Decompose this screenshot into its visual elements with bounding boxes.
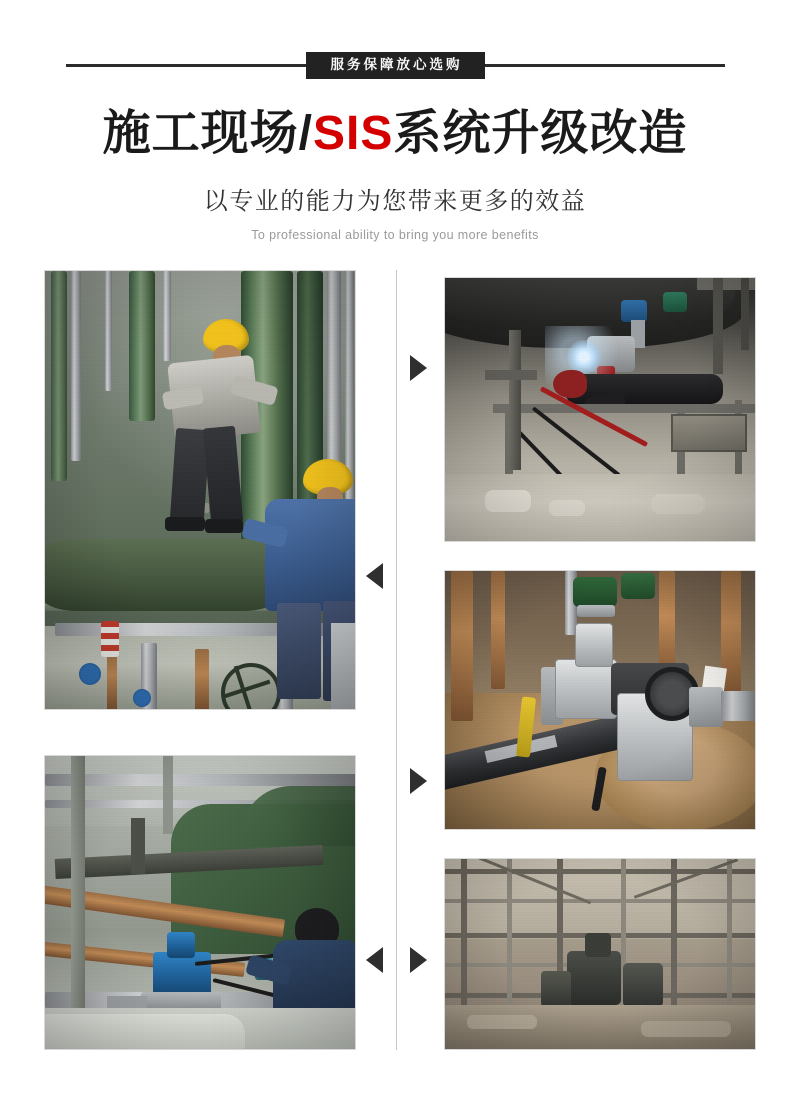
- photo-worksite-green-piping: [44, 270, 356, 710]
- photo-4-scene: [45, 756, 355, 1049]
- page-title-accent: SIS: [312, 106, 394, 160]
- photo-1-scene: [45, 271, 355, 709]
- ribbon-line-right: [485, 64, 725, 67]
- photo-blue-actuator-wiring: [44, 755, 356, 1050]
- photo-welding-under-vessel: [444, 277, 756, 542]
- photo-plant-steel-structure: [444, 858, 756, 1050]
- service-badge: 服务保障放心选购: [306, 52, 485, 79]
- page-title: [0, 106, 790, 160]
- photo-5-scene: [445, 859, 755, 1049]
- page-title-suffix: 系统升级改造: [393, 106, 688, 160]
- arrow-top-right-icon: [410, 355, 427, 381]
- arrow-bottom-left-icon: [366, 947, 383, 973]
- photo-pneumatic-actuator-valve: [444, 570, 756, 830]
- photo-3-scene: [445, 571, 755, 829]
- arrow-bottom-right-icon: [410, 947, 427, 973]
- page-subtitle: 以专业的能力为您带来更多的效益: [203, 187, 587, 215]
- arrow-mid-right-icon: [410, 768, 427, 794]
- page-subtitle-english: To professional ability to bring you more benefits: [251, 227, 539, 242]
- photo-gallery: [0, 270, 790, 1050]
- header-ribbon: [0, 52, 790, 79]
- page-title-prefix: 施工现场/: [102, 106, 313, 160]
- gallery-vertical-divider: [396, 270, 397, 1050]
- arrow-mid-left-icon: [366, 563, 383, 589]
- photo-2-scene: [445, 278, 755, 541]
- ribbon-line-left: [66, 64, 306, 67]
